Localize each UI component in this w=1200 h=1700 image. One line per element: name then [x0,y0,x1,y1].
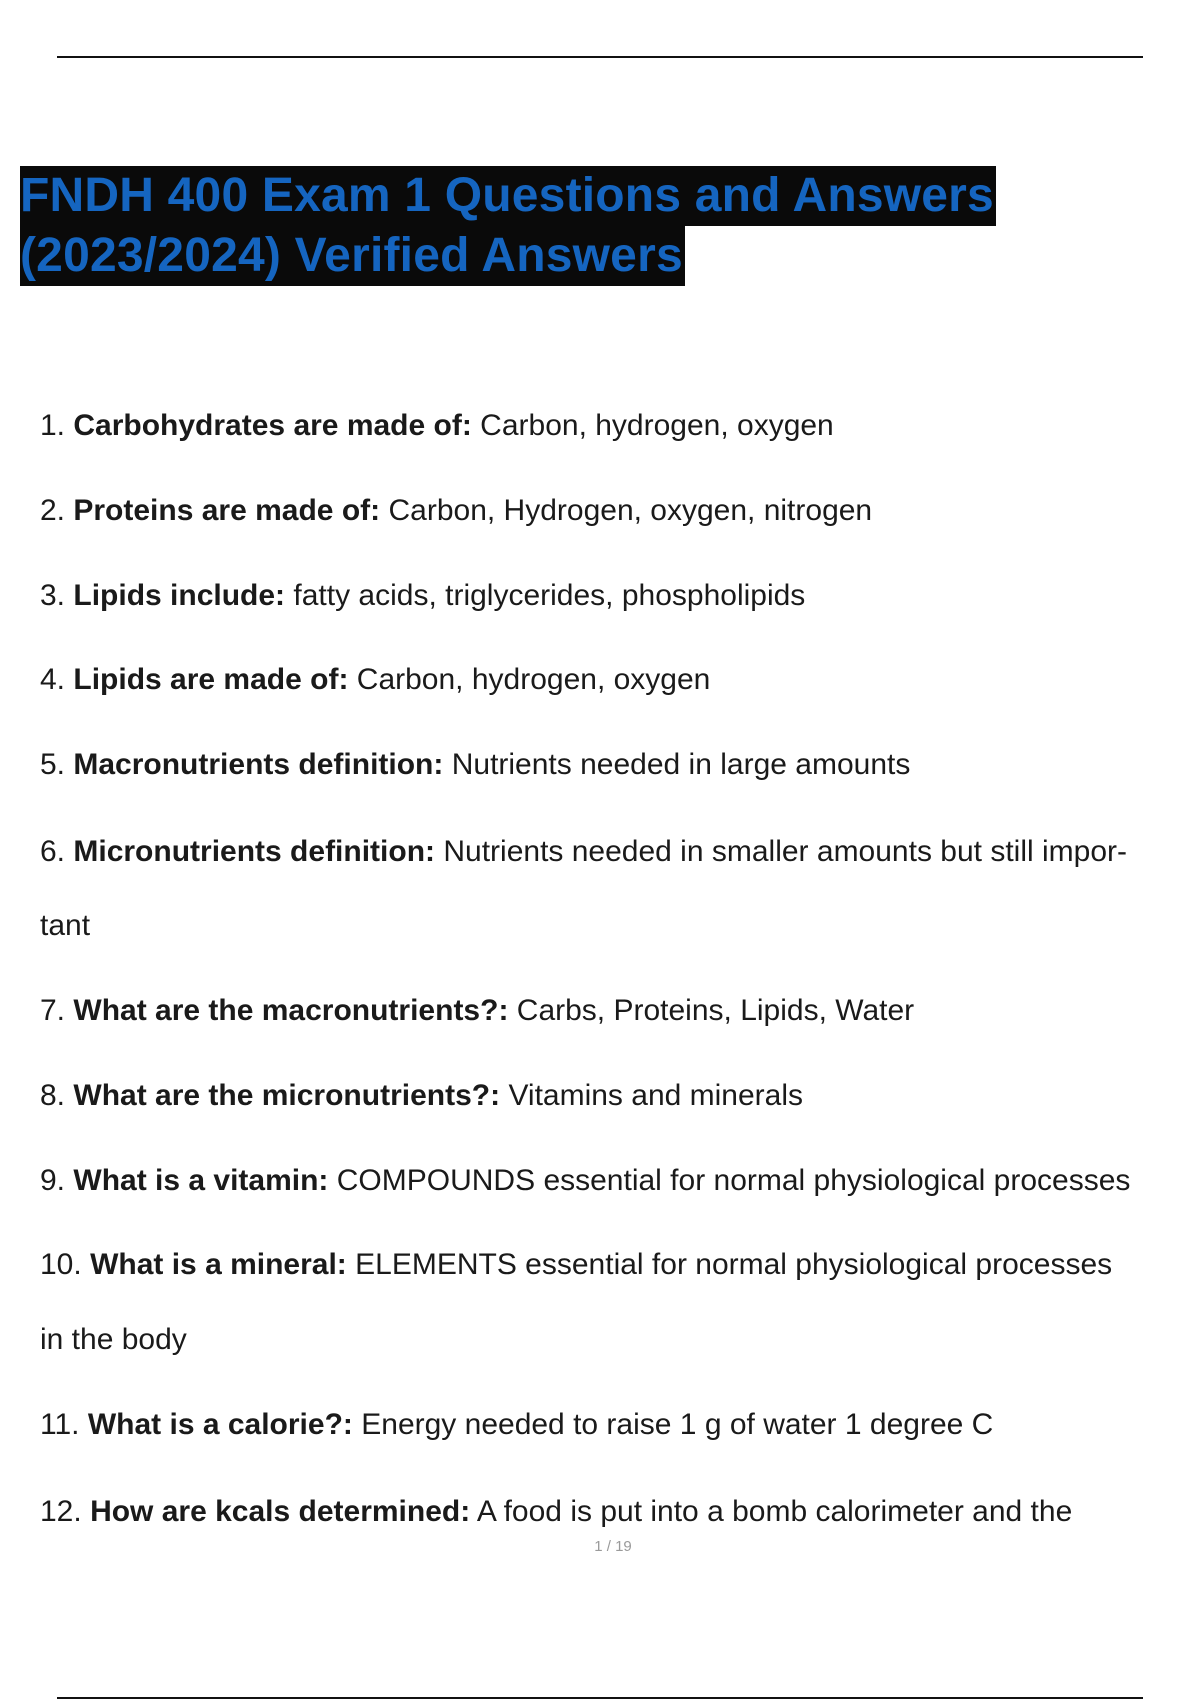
list-item [40,388,1190,463]
item-answer: Carbs, Proteins, Lipids, Water [516,994,915,1027]
item-answer-continued: tant [40,909,91,942]
item-question: Micronutrients definition: [73,835,436,868]
list-item [40,558,1190,633]
item-answer-continued: in the body [40,1323,187,1356]
item-answer: A food is put into a bomb calorimeter and the [476,1495,1073,1528]
list-item-continuation [40,888,1190,963]
top-divider [57,56,1143,58]
list-item [40,473,1190,548]
item-question: How are kcals determined: [90,1495,471,1528]
item-question: Lipids are made of: [73,663,349,696]
item-question: What are the macronutrients?: [73,994,509,1027]
item-question: Proteins are made of: [73,494,381,527]
item-number: 6. [40,835,66,868]
list-item [40,1227,1190,1302]
list-item [40,1143,1190,1218]
item-number: 4. [40,663,66,696]
item-number: 7. [40,994,66,1027]
list-item [40,1058,1190,1133]
item-answer: fatty acids, triglycerides, phospholipids [293,579,806,612]
item-number: 8. [40,1079,66,1112]
item-answer: Nutrients needed in smaller amounts but still impor- [443,835,1127,868]
item-answer: Energy needed to raise 1 g of water 1 degree C [361,1408,994,1441]
item-number: 10. [40,1248,82,1281]
item-question: What is a vitamin: [73,1164,329,1197]
item-answer: Nutrients needed in large amounts [451,748,911,781]
title-line-1: FNDH 400 Exam 1 Questions and Answers [20,166,996,226]
item-number: 12. [40,1495,82,1528]
item-question: What is a calorie?: [87,1408,353,1441]
item-answer: Carbon, hydrogen, oxygen [480,409,834,442]
list-item [40,642,1190,717]
list-item [40,1387,1190,1462]
item-question: Macronutrients definition: [73,748,444,781]
item-question: Lipids include: [73,579,286,612]
item-question: What are the micronutrients?: [73,1079,501,1112]
title-line-2: (2023/2024) Verified Answers [20,226,685,286]
item-number: 2. [40,494,66,527]
list-item-continuation [40,1302,1190,1377]
item-answer: Vitamins and minerals [508,1079,804,1112]
item-answer: Carbon, hydrogen, oxygen [356,663,711,696]
list-item [40,814,1190,889]
item-answer: Carbon, Hydrogen, oxygen, nitrogen [388,494,873,527]
item-answer: ELEMENTS essential for normal physiological processes [355,1248,1113,1281]
item-number: 3. [40,579,66,612]
bottom-divider [57,1697,1143,1699]
item-number: 1. [40,409,66,442]
item-number: 5. [40,748,66,781]
item-answer: COMPOUNDS essential for normal physiological processes [336,1164,1131,1197]
list-item [40,973,1190,1048]
list-item [40,727,1190,802]
item-question: Carbohydrates are made of: [73,409,472,442]
item-number: 11. [40,1408,80,1441]
item-number: 9. [40,1164,66,1197]
item-question: What is a mineral: [90,1248,347,1281]
page-number: 1 / 19 [594,1538,632,1555]
